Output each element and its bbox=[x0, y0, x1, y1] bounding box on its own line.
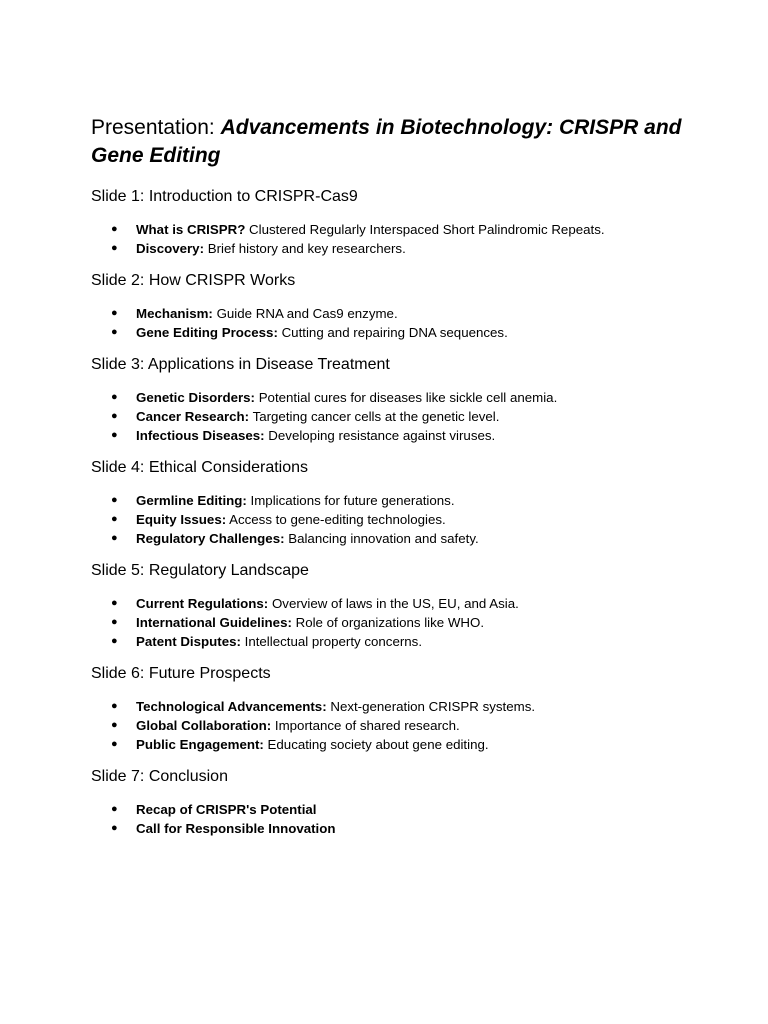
bullet-dot-icon: ● bbox=[111, 532, 118, 544]
bullet-text: Next-generation CRISPR systems. bbox=[330, 699, 536, 714]
bullet-term: Regulatory Challenges: bbox=[136, 531, 285, 546]
bullet-text: Balancing innovation and safety. bbox=[288, 531, 479, 546]
bullet-dot-icon: ● bbox=[111, 822, 118, 834]
slide-section-3 bbox=[91, 354, 691, 445]
slide-heading: Slide 5: Regulatory Landscape bbox=[91, 562, 309, 579]
bullet-item bbox=[91, 716, 691, 735]
bullet-text: Clustered Regularly Interspaced Short Palindromic Repeats. bbox=[249, 222, 605, 237]
bullet-dot-icon: ● bbox=[111, 223, 118, 235]
bullet-text: Importance of shared research. bbox=[274, 718, 460, 733]
bullet-dot-icon: ● bbox=[111, 616, 118, 628]
bullet-item bbox=[91, 819, 691, 838]
bullet-list bbox=[91, 220, 691, 258]
bullet-text: Potential cures for diseases like sickle cell anemia. bbox=[258, 390, 558, 405]
bullet-dot-icon: ● bbox=[111, 326, 118, 338]
bullet-item bbox=[91, 510, 691, 529]
bullet-dot-icon: ● bbox=[111, 494, 118, 506]
bullet-dot-icon: ● bbox=[111, 803, 118, 815]
title-main: Advancements in Biotechnology: CRISPR and Gene Editing bbox=[91, 116, 682, 167]
bullet-text: Targeting cancer cells at the genetic level. bbox=[252, 409, 500, 424]
bullet-item bbox=[91, 632, 691, 651]
document-title bbox=[91, 114, 691, 170]
bullet-list bbox=[91, 388, 691, 445]
bullet-list bbox=[91, 304, 691, 342]
bullet-dot-icon: ● bbox=[111, 635, 118, 647]
slide-section-1 bbox=[91, 186, 691, 258]
bullet-term: Discovery: bbox=[136, 241, 204, 256]
bullet-text: Brief history and key researchers. bbox=[207, 241, 406, 256]
slide-heading: Slide 7: Conclusion bbox=[91, 768, 228, 785]
bullet-dot-icon: ● bbox=[111, 597, 118, 609]
bullet-item bbox=[91, 697, 691, 716]
bullet-item bbox=[91, 735, 691, 754]
slides-container bbox=[91, 186, 691, 838]
bullet-item bbox=[91, 304, 691, 323]
bullet-term: Patent Disputes: bbox=[136, 634, 241, 649]
bullet-dot-icon: ● bbox=[111, 391, 118, 403]
bullet-term: Current Regulations: bbox=[136, 596, 269, 611]
bullet-term: International Guidelines: bbox=[136, 615, 292, 630]
slide-heading: Slide 3: Applications in Disease Treatment bbox=[91, 356, 390, 373]
slide-heading: Slide 6: Future Prospects bbox=[91, 665, 271, 682]
bullet-term: Genetic Disorders: bbox=[136, 390, 255, 405]
bullet-item bbox=[91, 594, 691, 613]
bullet-term: Global Collaboration: bbox=[136, 718, 272, 733]
document-page bbox=[91, 114, 691, 838]
bullet-text: Overview of laws in the US, EU, and Asia. bbox=[271, 596, 519, 611]
bullet-term: Cancer Research: bbox=[136, 409, 250, 424]
bullet-dot-icon: ● bbox=[111, 513, 118, 525]
bullet-item bbox=[91, 613, 691, 632]
bullet-term: Recap of CRISPR's Potential bbox=[136, 802, 317, 817]
bullet-text: Guide RNA and Cas9 enzyme. bbox=[216, 306, 398, 321]
bullet-term: Call for Responsible Innovation bbox=[136, 821, 336, 836]
bullet-dot-icon: ● bbox=[111, 410, 118, 422]
bullet-item bbox=[91, 239, 691, 258]
bullet-item bbox=[91, 323, 691, 342]
bullet-list bbox=[91, 800, 691, 838]
bullet-item bbox=[91, 407, 691, 426]
bullet-text: Role of organizations like WHO. bbox=[295, 615, 485, 630]
bullet-term: Mechanism: bbox=[136, 306, 213, 321]
bullet-dot-icon: ● bbox=[111, 429, 118, 441]
slide-section-5 bbox=[91, 560, 691, 651]
bullet-term: Germline Editing: bbox=[136, 493, 247, 508]
bullet-dot-icon: ● bbox=[111, 307, 118, 319]
slide-heading: Slide 4: Ethical Considerations bbox=[91, 459, 309, 476]
title-prefix: Presentation: bbox=[91, 116, 215, 139]
bullet-item bbox=[91, 529, 691, 548]
bullet-dot-icon: ● bbox=[111, 700, 118, 712]
bullet-term: Public Engagement: bbox=[136, 737, 264, 752]
bullet-item bbox=[91, 388, 691, 407]
slide-section-4 bbox=[91, 457, 691, 548]
bullet-term: Gene Editing Process: bbox=[136, 325, 278, 340]
bullet-term: Technological Advancements: bbox=[136, 699, 327, 714]
bullet-item bbox=[91, 220, 691, 239]
bullet-list bbox=[91, 594, 691, 651]
bullet-text: Implications for future generations. bbox=[250, 493, 455, 508]
slide-heading: Slide 1: Introduction to CRISPR-Cas9 bbox=[91, 188, 358, 205]
slide-heading: Slide 2: How CRISPR Works bbox=[91, 272, 296, 289]
bullet-item bbox=[91, 800, 691, 819]
bullet-item bbox=[91, 491, 691, 510]
bullet-term: Equity Issues: bbox=[136, 512, 227, 527]
slide-section-6 bbox=[91, 663, 691, 754]
bullet-dot-icon: ● bbox=[111, 738, 118, 750]
bullet-list bbox=[91, 697, 691, 754]
bullet-dot-icon: ● bbox=[111, 719, 118, 731]
bullet-text: Cutting and repairing DNA sequences. bbox=[281, 325, 508, 340]
bullet-text: Educating society about gene editing. bbox=[267, 737, 489, 752]
bullet-dot-icon: ● bbox=[111, 242, 118, 254]
slide-section-2 bbox=[91, 270, 691, 342]
bullet-text: Access to gene-editing technologies. bbox=[229, 512, 446, 527]
bullet-item bbox=[91, 426, 691, 445]
bullet-term: Infectious Diseases: bbox=[136, 428, 265, 443]
bullet-term: What is CRISPR? bbox=[136, 222, 246, 237]
slide-section-7 bbox=[91, 766, 691, 838]
bullet-text: Developing resistance against viruses. bbox=[268, 428, 496, 443]
bullet-list bbox=[91, 491, 691, 548]
bullet-text: Intellectual property concerns. bbox=[244, 634, 423, 649]
